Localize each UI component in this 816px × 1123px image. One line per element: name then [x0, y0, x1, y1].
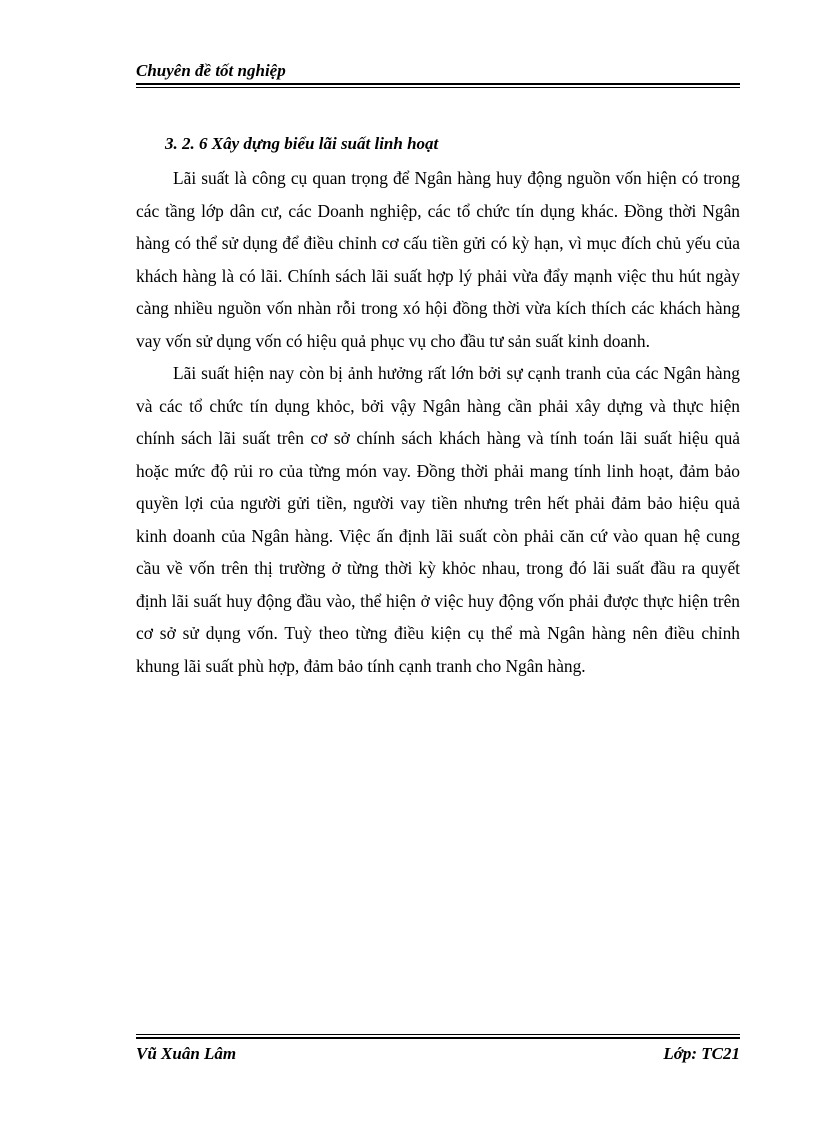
- header-rule-thick: [136, 83, 740, 85]
- footer-rule-thick: [136, 1037, 740, 1039]
- paragraph-2: Lãi suất hiện nay còn bị ảnh hưởng rất lớn bởi sự cạnh tranh của các Ngân hàng và các tổ chức tín dụng khỏc, bởi vậy Ngân hàng cần phải xây dựng và thực hiện chính sách lãi suất trên cơ sở chính sách khách hàng và tính toán lãi suất hiệu quả hoặc mức độ rủi ro của từng món vay. Đồng thời phải mang tính linh hoạt, đảm bảo quyền lợi của người gửi tiền, người vay tiền nhưng trên hết phải đảm bảo hiệu quả kinh doanh của Ngân hàng. Việc ấn định lãi suất còn phải căn cứ vào quan hệ cung cầu về vốn trên thị trường ở từng thời kỳ khỏc nhau, trong đó lãi suất đầu ra quyết định lãi suất huy động đầu vào, thể hiện ở việc huy động vốn phải được thực hiện trên cơ sở sử dụng vốn. Tuỳ theo từng điều kiện cụ thể mà Ngân hàng nên điều chỉnh khung lãi suất phù hợp, đảm bảo tính cạnh tranh cho Ngân hàng.: [136, 363, 740, 676]
- page-footer: [136, 1034, 740, 1066]
- page-header: [136, 60, 740, 88]
- header-title: Chuyên đề tốt nghiệp: [136, 61, 286, 80]
- page-content: [136, 130, 740, 682]
- paragraph-1: Lãi suất là công cụ quan trọng để Ngân hàng huy động nguồn vốn hiện có trong các tầng lớp dân cư, các Doanh nghiệp, các tổ chức tín dụng khác. Đồng thời Ngân hàng có thể sử dụng để điều chỉnh cơ cấu tiền gửi có kỳ hạn, vì mục đích chủ yếu của khách hàng là có lãi. Chính sách lãi suất hợp lý phải vừa đẩy mạnh việc thu hút ngày càng nhiều nguồn vốn nhàn rỗi trong xó hội đồng thời vừa kích thích các khách hàng vay vốn sử dụng vốn có hiệu quả phục vụ cho đầu tư sản suất kinh doanh.: [136, 168, 740, 351]
- section-heading: 3. 2. 6 Xây dựng biểu lãi suất linh hoạt: [165, 134, 439, 153]
- footer-row: [136, 1042, 740, 1066]
- footer-rule-thin: [136, 1034, 740, 1035]
- footer-class: Lớp: TC21: [663, 1044, 740, 1063]
- footer-author: Vũ Xuân Lâm: [136, 1044, 237, 1063]
- header-rule-thin: [136, 87, 740, 88]
